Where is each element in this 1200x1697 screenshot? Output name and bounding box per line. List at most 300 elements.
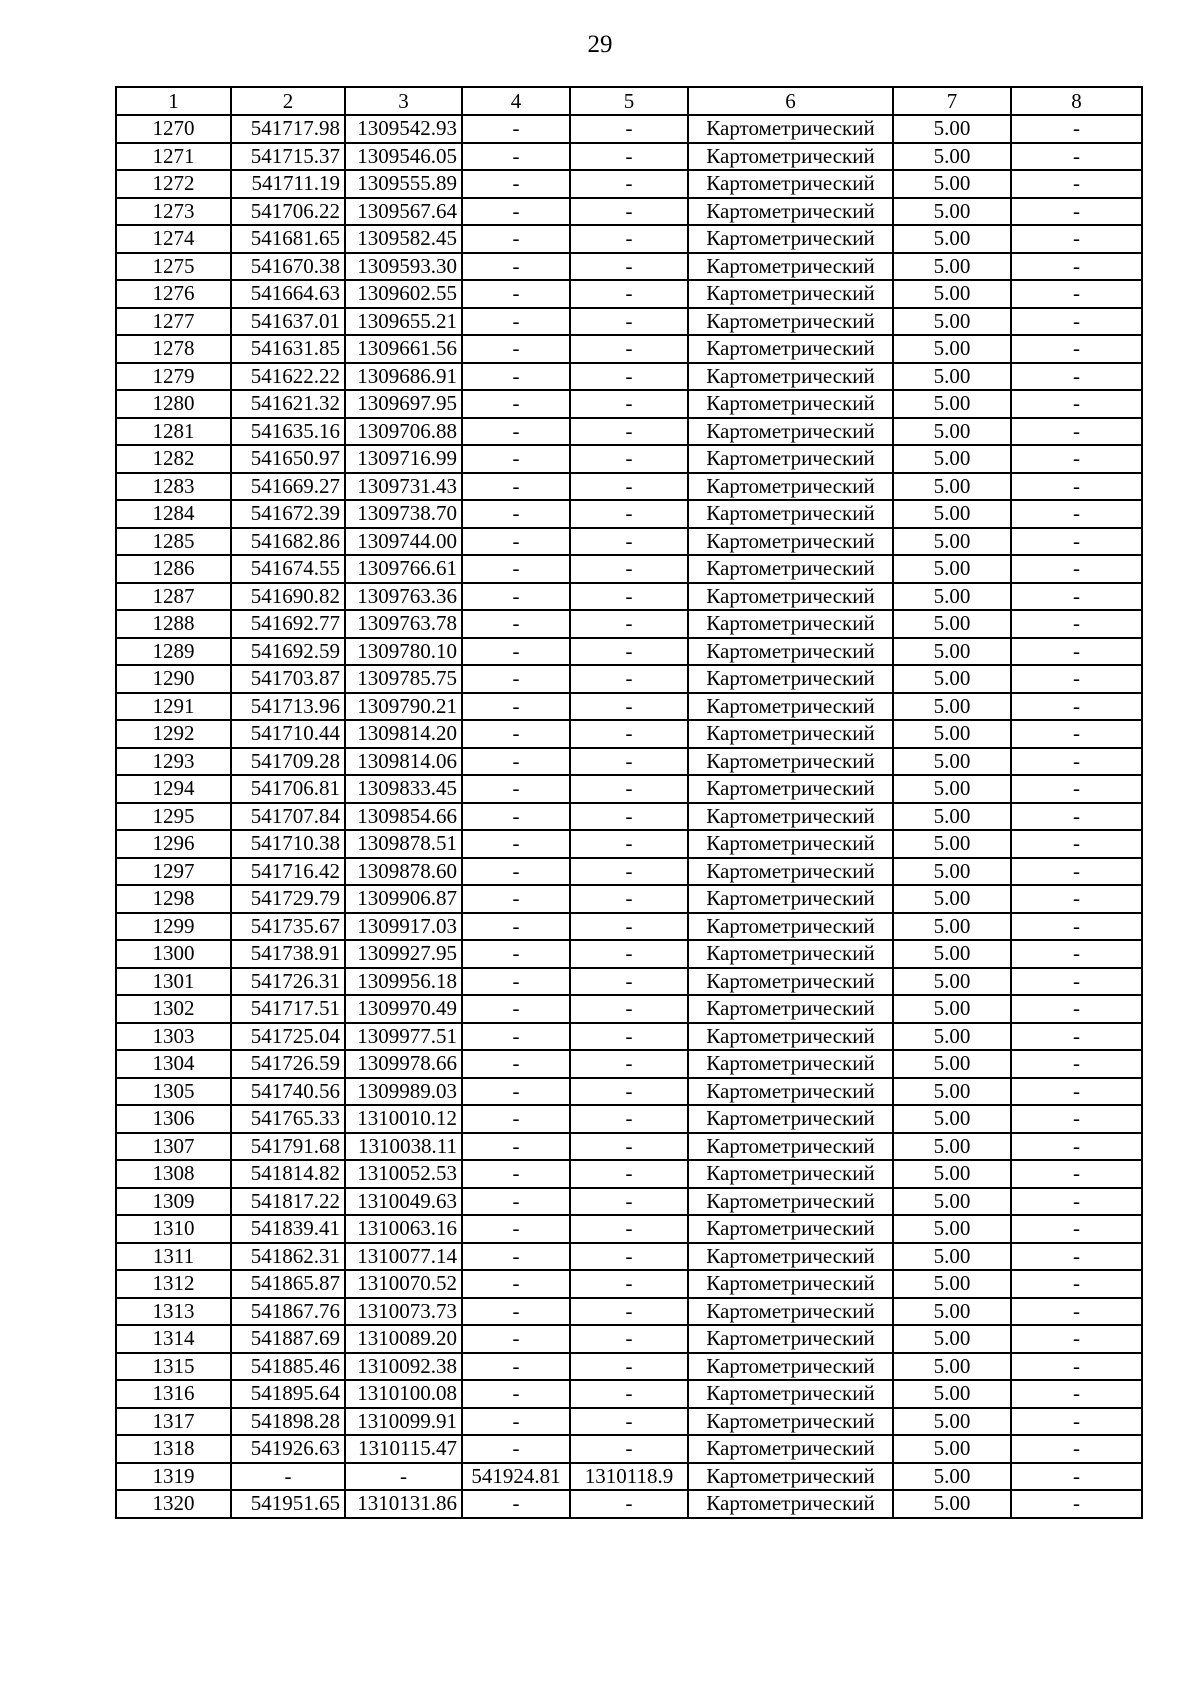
table-cell-note: - xyxy=(1011,638,1142,666)
table-cell-note: - xyxy=(1011,913,1142,941)
table-cell-y-coordinate-alt: - xyxy=(570,665,688,693)
table-cell-point-number: 1292 xyxy=(116,720,231,748)
table-cell-x-coordinate-alt: - xyxy=(462,1353,570,1381)
table-cell-accuracy: 5.00 xyxy=(893,1188,1011,1216)
table-cell-x-coordinate-alt: - xyxy=(462,1298,570,1326)
table-cell-point-number: 1305 xyxy=(116,1078,231,1106)
table-cell-y-coordinate: 1309655.21 xyxy=(345,308,462,336)
table-row xyxy=(116,500,1142,528)
table-row xyxy=(116,583,1142,611)
table-cell-accuracy: 5.00 xyxy=(893,1215,1011,1243)
table-cell-point-number: 1294 xyxy=(116,775,231,803)
table-cell-x-coordinate-alt: - xyxy=(462,1050,570,1078)
table-cell-accuracy: 5.00 xyxy=(893,775,1011,803)
table-cell-method: Картометрический xyxy=(688,1435,893,1463)
table-cell-accuracy: 5.00 xyxy=(893,1380,1011,1408)
table-cell-y-coordinate-alt: - xyxy=(570,253,688,281)
table-cell-accuracy: 5.00 xyxy=(893,280,1011,308)
column-header-5: 5 xyxy=(570,87,688,115)
table-cell-y-coordinate-alt: - xyxy=(570,1298,688,1326)
table-cell-x-coordinate: 541703.87 xyxy=(231,665,345,693)
table-cell-method: Картометрический xyxy=(688,583,893,611)
table-cell-note: - xyxy=(1011,1463,1142,1491)
table-cell-accuracy: 5.00 xyxy=(893,528,1011,556)
table-cell-point-number: 1296 xyxy=(116,830,231,858)
table-row xyxy=(116,1408,1142,1436)
table-cell-accuracy: 5.00 xyxy=(893,1325,1011,1353)
column-header-2: 2 xyxy=(231,87,345,115)
table-cell-point-number: 1308 xyxy=(116,1160,231,1188)
table-row xyxy=(116,638,1142,666)
table-cell-note: - xyxy=(1011,1380,1142,1408)
table-cell-method: Картометрический xyxy=(688,775,893,803)
table-cell-y-coordinate: 1309602.55 xyxy=(345,280,462,308)
table-cell-x-coordinate: 541885.46 xyxy=(231,1353,345,1381)
table-cell-x-coordinate: 541716.42 xyxy=(231,858,345,886)
table-cell-x-coordinate: 541814.82 xyxy=(231,1160,345,1188)
table-cell-y-coordinate: 1310052.53 xyxy=(345,1160,462,1188)
table-cell-point-number: 1300 xyxy=(116,940,231,968)
table-cell-accuracy: 5.00 xyxy=(893,418,1011,446)
table-cell-y-coordinate: 1310100.08 xyxy=(345,1380,462,1408)
table-cell-x-coordinate-alt: - xyxy=(462,253,570,281)
table-cell-y-coordinate: 1309989.03 xyxy=(345,1078,462,1106)
table-cell-accuracy: 5.00 xyxy=(893,610,1011,638)
table-cell-point-number: 1313 xyxy=(116,1298,231,1326)
table-cell-method: Картометрический xyxy=(688,363,893,391)
table-cell-method: Картометрический xyxy=(688,858,893,886)
table-cell-y-coordinate: 1309785.75 xyxy=(345,665,462,693)
table-cell-accuracy: 5.00 xyxy=(893,308,1011,336)
table-cell-point-number: 1319 xyxy=(116,1463,231,1491)
table-row xyxy=(116,1023,1142,1051)
table-cell-x-coordinate-alt: - xyxy=(462,528,570,556)
table-cell-x-coordinate-alt: - xyxy=(462,335,570,363)
table-cell-note: - xyxy=(1011,885,1142,913)
table-cell-method: Картометрический xyxy=(688,830,893,858)
table-row xyxy=(116,308,1142,336)
table-cell-y-coordinate: 1310010.12 xyxy=(345,1105,462,1133)
table-cell-accuracy: 5.00 xyxy=(893,858,1011,886)
table-row xyxy=(116,1243,1142,1271)
table-cell-method: Картометрический xyxy=(688,1078,893,1106)
table-row xyxy=(116,1188,1142,1216)
table-cell-method: Картометрический xyxy=(688,1188,893,1216)
table-cell-note: - xyxy=(1011,115,1142,143)
table-cell-note: - xyxy=(1011,995,1142,1023)
table-cell-y-coordinate: - xyxy=(345,1463,462,1491)
table-cell-x-coordinate: 541926.63 xyxy=(231,1435,345,1463)
table-cell-note: - xyxy=(1011,830,1142,858)
table-cell-x-coordinate: 541726.31 xyxy=(231,968,345,996)
table-cell-point-number: 1278 xyxy=(116,335,231,363)
table-cell-note: - xyxy=(1011,1050,1142,1078)
table-cell-y-coordinate: 1310131.86 xyxy=(345,1490,462,1518)
table-cell-x-coordinate-alt: - xyxy=(462,418,570,446)
table-cell-method: Картометрический xyxy=(688,1023,893,1051)
table-cell-method: Картометрический xyxy=(688,500,893,528)
table-cell-note: - xyxy=(1011,170,1142,198)
table-cell-x-coordinate-alt: - xyxy=(462,638,570,666)
table-cell-x-coordinate: 541710.44 xyxy=(231,720,345,748)
table-cell-accuracy: 5.00 xyxy=(893,803,1011,831)
table-cell-x-coordinate-alt: - xyxy=(462,610,570,638)
table-row xyxy=(116,1325,1142,1353)
table-cell-method: Картометрический xyxy=(688,913,893,941)
table-row xyxy=(116,143,1142,171)
table-cell-accuracy: 5.00 xyxy=(893,1243,1011,1271)
table-cell-x-coordinate: 541635.16 xyxy=(231,418,345,446)
table-cell-x-coordinate-alt: 541924.81 xyxy=(462,1463,570,1491)
table-cell-x-coordinate: 541717.98 xyxy=(231,115,345,143)
table-cell-x-coordinate-alt: - xyxy=(462,1270,570,1298)
table-cell-accuracy: 5.00 xyxy=(893,473,1011,501)
table-cell-note: - xyxy=(1011,1353,1142,1381)
table-cell-y-coordinate: 1309970.49 xyxy=(345,995,462,1023)
table-cell-y-coordinate-alt: - xyxy=(570,1243,688,1271)
table-cell-y-coordinate: 1309977.51 xyxy=(345,1023,462,1051)
table-row xyxy=(116,720,1142,748)
column-header-4: 4 xyxy=(462,87,570,115)
table-cell-note: - xyxy=(1011,143,1142,171)
table-cell-x-coordinate: 541765.33 xyxy=(231,1105,345,1133)
table-cell-x-coordinate-alt: - xyxy=(462,1078,570,1106)
table-cell-y-coordinate-alt: - xyxy=(570,335,688,363)
table-cell-note: - xyxy=(1011,1188,1142,1216)
table-cell-y-coordinate: 1309878.60 xyxy=(345,858,462,886)
table-cell-y-coordinate-alt: - xyxy=(570,1408,688,1436)
table-cell-y-coordinate-alt: - xyxy=(570,940,688,968)
table-row xyxy=(116,335,1142,363)
table-cell-x-coordinate: 541862.31 xyxy=(231,1243,345,1271)
table-cell-y-coordinate: 1309906.87 xyxy=(345,885,462,913)
table-cell-point-number: 1318 xyxy=(116,1435,231,1463)
table-row xyxy=(116,170,1142,198)
table-cell-y-coordinate-alt: - xyxy=(570,583,688,611)
table-cell-method: Картометрический xyxy=(688,748,893,776)
table-cell-y-coordinate-alt: - xyxy=(570,720,688,748)
table-cell-x-coordinate-alt: - xyxy=(462,693,570,721)
table-cell-y-coordinate: 1309744.00 xyxy=(345,528,462,556)
table-cell-accuracy: 5.00 xyxy=(893,720,1011,748)
table-row xyxy=(116,1463,1142,1491)
table-cell-x-coordinate-alt: - xyxy=(462,968,570,996)
table-cell-note: - xyxy=(1011,748,1142,776)
table-cell-accuracy: 5.00 xyxy=(893,115,1011,143)
table-cell-y-coordinate: 1309854.66 xyxy=(345,803,462,831)
table-cell-x-coordinate: 541664.63 xyxy=(231,280,345,308)
table-cell-accuracy: 5.00 xyxy=(893,500,1011,528)
table-cell-method: Картометрический xyxy=(688,1298,893,1326)
table-row xyxy=(116,665,1142,693)
table-cell-x-coordinate-alt: - xyxy=(462,1160,570,1188)
table-cell-point-number: 1271 xyxy=(116,143,231,171)
table-cell-method: Картометрический xyxy=(688,1353,893,1381)
table-cell-point-number: 1291 xyxy=(116,693,231,721)
table-row xyxy=(116,1215,1142,1243)
table-cell-point-number: 1311 xyxy=(116,1243,231,1271)
column-header-3: 3 xyxy=(345,87,462,115)
table-cell-method: Картометрический xyxy=(688,280,893,308)
table-cell-note: - xyxy=(1011,473,1142,501)
table-cell-x-coordinate-alt: - xyxy=(462,665,570,693)
coordinates-table xyxy=(115,86,1143,1519)
table-cell-accuracy: 5.00 xyxy=(893,885,1011,913)
table-cell-method: Картометрический xyxy=(688,885,893,913)
table-cell-point-number: 1287 xyxy=(116,583,231,611)
table-cell-method: Картометрический xyxy=(688,720,893,748)
table-cell-x-coordinate: 541706.22 xyxy=(231,198,345,226)
table-cell-x-coordinate-alt: - xyxy=(462,995,570,1023)
table-cell-x-coordinate-alt: - xyxy=(462,390,570,418)
table-cell-method: Картометрический xyxy=(688,1243,893,1271)
table-cell-x-coordinate: 541669.27 xyxy=(231,473,345,501)
table-row xyxy=(116,115,1142,143)
table-cell-method: Картометрический xyxy=(688,308,893,336)
table-cell-method: Картометрический xyxy=(688,995,893,1023)
table-cell-note: - xyxy=(1011,500,1142,528)
table-cell-x-coordinate: 541692.77 xyxy=(231,610,345,638)
table-cell-y-coordinate: 1309814.20 xyxy=(345,720,462,748)
table-cell-note: - xyxy=(1011,1023,1142,1051)
table-row xyxy=(116,363,1142,391)
table-cell-method: Картометрический xyxy=(688,1270,893,1298)
table-cell-x-coordinate-alt: - xyxy=(462,830,570,858)
table-row xyxy=(116,1078,1142,1106)
table-cell-point-number: 1298 xyxy=(116,885,231,913)
table-cell-x-coordinate: 541706.81 xyxy=(231,775,345,803)
table-cell-y-coordinate: 1309661.56 xyxy=(345,335,462,363)
table-cell-accuracy: 5.00 xyxy=(893,555,1011,583)
table-cell-y-coordinate: 1309542.93 xyxy=(345,115,462,143)
table-cell-point-number: 1270 xyxy=(116,115,231,143)
table-cell-y-coordinate-alt: - xyxy=(570,1078,688,1106)
table-cell-accuracy: 5.00 xyxy=(893,335,1011,363)
table-cell-y-coordinate-alt: - xyxy=(570,775,688,803)
table-cell-point-number: 1285 xyxy=(116,528,231,556)
table-cell-y-coordinate-alt: - xyxy=(570,748,688,776)
table-cell-y-coordinate: 1310115.47 xyxy=(345,1435,462,1463)
table-cell-method: Картометрический xyxy=(688,170,893,198)
table-cell-x-coordinate-alt: - xyxy=(462,720,570,748)
table-cell-x-coordinate: 541839.41 xyxy=(231,1215,345,1243)
table-cell-accuracy: 5.00 xyxy=(893,1463,1011,1491)
table-cell-y-coordinate-alt: - xyxy=(570,1215,688,1243)
table-cell-accuracy: 5.00 xyxy=(893,1353,1011,1381)
table-cell-accuracy: 5.00 xyxy=(893,445,1011,473)
table-cell-point-number: 1272 xyxy=(116,170,231,198)
table-cell-method: Картометрический xyxy=(688,143,893,171)
table-cell-note: - xyxy=(1011,803,1142,831)
table-cell-point-number: 1275 xyxy=(116,253,231,281)
table-cell-note: - xyxy=(1011,1105,1142,1133)
table-cell-x-coordinate-alt: - xyxy=(462,1023,570,1051)
table-cell-y-coordinate-alt: - xyxy=(570,693,688,721)
table-cell-accuracy: 5.00 xyxy=(893,968,1011,996)
table-cell-y-coordinate-alt: - xyxy=(570,445,688,473)
table-cell-method: Картометрический xyxy=(688,1105,893,1133)
table-cell-x-coordinate-alt: - xyxy=(462,1490,570,1518)
table-row xyxy=(116,390,1142,418)
table-cell-x-coordinate: 541895.64 xyxy=(231,1380,345,1408)
table-cell-method: Картометрический xyxy=(688,1380,893,1408)
table-cell-point-number: 1289 xyxy=(116,638,231,666)
table-cell-y-coordinate: 1309780.10 xyxy=(345,638,462,666)
table-cell-point-number: 1283 xyxy=(116,473,231,501)
table-cell-y-coordinate-alt: - xyxy=(570,1353,688,1381)
table-cell-note: - xyxy=(1011,445,1142,473)
table-cell-point-number: 1284 xyxy=(116,500,231,528)
table-cell-y-coordinate: 1309814.06 xyxy=(345,748,462,776)
table-cell-y-coordinate-alt: - xyxy=(570,115,688,143)
table-cell-note: - xyxy=(1011,610,1142,638)
table-cell-x-coordinate-alt: - xyxy=(462,1435,570,1463)
table-cell-x-coordinate: 541674.55 xyxy=(231,555,345,583)
table-cell-x-coordinate: 541682.86 xyxy=(231,528,345,556)
table-cell-y-coordinate-alt: - xyxy=(570,1023,688,1051)
table-cell-x-coordinate: 541867.76 xyxy=(231,1298,345,1326)
table-cell-point-number: 1274 xyxy=(116,225,231,253)
table-cell-y-coordinate: 1309593.30 xyxy=(345,253,462,281)
table-cell-x-coordinate: 541709.28 xyxy=(231,748,345,776)
table-cell-y-coordinate: 1309978.66 xyxy=(345,1050,462,1078)
table-cell-x-coordinate: 541898.28 xyxy=(231,1408,345,1436)
table-cell-point-number: 1290 xyxy=(116,665,231,693)
table-cell-x-coordinate: 541817.22 xyxy=(231,1188,345,1216)
table-cell-x-coordinate-alt: - xyxy=(462,1325,570,1353)
table-cell-method: Картометрический xyxy=(688,665,893,693)
table-cell-x-coordinate-alt: - xyxy=(462,170,570,198)
table-cell-note: - xyxy=(1011,335,1142,363)
table-cell-accuracy: 5.00 xyxy=(893,913,1011,941)
table-cell-y-coordinate: 1310038.11 xyxy=(345,1133,462,1161)
table-cell-accuracy: 5.00 xyxy=(893,1435,1011,1463)
table-row xyxy=(116,528,1142,556)
table-cell-x-coordinate-alt: - xyxy=(462,803,570,831)
table-cell-x-coordinate: 541865.87 xyxy=(231,1270,345,1298)
table-cell-point-number: 1282 xyxy=(116,445,231,473)
table-cell-x-coordinate: 541725.04 xyxy=(231,1023,345,1051)
table-cell-accuracy: 5.00 xyxy=(893,1050,1011,1078)
table-cell-method: Картометрический xyxy=(688,555,893,583)
table-cell-note: - xyxy=(1011,225,1142,253)
table-row xyxy=(116,610,1142,638)
table-cell-y-coordinate-alt: - xyxy=(570,308,688,336)
table-cell-y-coordinate: 1309878.51 xyxy=(345,830,462,858)
table-cell-y-coordinate: 1309582.45 xyxy=(345,225,462,253)
table-row xyxy=(116,1133,1142,1161)
table-cell-method: Картометрический xyxy=(688,1408,893,1436)
table-cell-x-coordinate: 541681.65 xyxy=(231,225,345,253)
table-cell-point-number: 1302 xyxy=(116,995,231,1023)
table-cell-accuracy: 5.00 xyxy=(893,583,1011,611)
table-cell-y-coordinate-alt: - xyxy=(570,1133,688,1161)
table-cell-y-coordinate: 1309738.70 xyxy=(345,500,462,528)
table-cell-x-coordinate: 541631.85 xyxy=(231,335,345,363)
table-cell-note: - xyxy=(1011,280,1142,308)
table-cell-x-coordinate-alt: - xyxy=(462,1188,570,1216)
table-cell-y-coordinate: 1310070.52 xyxy=(345,1270,462,1298)
table-cell-y-coordinate-alt: - xyxy=(570,500,688,528)
table-cell-note: - xyxy=(1011,775,1142,803)
table-cell-x-coordinate: 541637.01 xyxy=(231,308,345,336)
table-cell-y-coordinate-alt: - xyxy=(570,555,688,583)
table-cell-point-number: 1314 xyxy=(116,1325,231,1353)
table-cell-x-coordinate: 541791.68 xyxy=(231,1133,345,1161)
table-cell-accuracy: 5.00 xyxy=(893,170,1011,198)
table-cell-y-coordinate: 1309917.03 xyxy=(345,913,462,941)
table-cell-y-coordinate-alt: - xyxy=(570,1435,688,1463)
table-row xyxy=(116,830,1142,858)
table-row xyxy=(116,1298,1142,1326)
table-cell-accuracy: 5.00 xyxy=(893,1105,1011,1133)
table-cell-y-coordinate-alt: - xyxy=(570,225,688,253)
table-cell-point-number: 1297 xyxy=(116,858,231,886)
table-cell-y-coordinate-alt: - xyxy=(570,473,688,501)
table-row xyxy=(116,913,1142,941)
table-cell-note: - xyxy=(1011,720,1142,748)
table-cell-note: - xyxy=(1011,1078,1142,1106)
table-cell-note: - xyxy=(1011,940,1142,968)
table-cell-point-number: 1320 xyxy=(116,1490,231,1518)
table-cell-y-coordinate-alt: - xyxy=(570,1188,688,1216)
table-cell-y-coordinate-alt: - xyxy=(570,1160,688,1188)
table-cell-accuracy: 5.00 xyxy=(893,1078,1011,1106)
table-cell-x-coordinate-alt: - xyxy=(462,473,570,501)
table-row xyxy=(116,885,1142,913)
table-cell-point-number: 1279 xyxy=(116,363,231,391)
table-cell-point-number: 1317 xyxy=(116,1408,231,1436)
table-cell-y-coordinate: 1310092.38 xyxy=(345,1353,462,1381)
table-cell-accuracy: 5.00 xyxy=(893,253,1011,281)
table-cell-y-coordinate-alt: - xyxy=(570,885,688,913)
table-cell-accuracy: 5.00 xyxy=(893,748,1011,776)
table-cell-x-coordinate: 541735.67 xyxy=(231,913,345,941)
table-cell-y-coordinate: 1309706.88 xyxy=(345,418,462,446)
table-cell-point-number: 1288 xyxy=(116,610,231,638)
table-cell-x-coordinate: 541710.38 xyxy=(231,830,345,858)
table-cell-method: Картометрический xyxy=(688,198,893,226)
table-cell-x-coordinate-alt: - xyxy=(462,775,570,803)
column-header-8: 8 xyxy=(1011,87,1142,115)
table-cell-method: Картометрический xyxy=(688,335,893,363)
table-cell-y-coordinate-alt: - xyxy=(570,968,688,996)
table-cell-y-coordinate-alt: - xyxy=(570,143,688,171)
table-cell-x-coordinate-alt: - xyxy=(462,445,570,473)
table-cell-point-number: 1306 xyxy=(116,1105,231,1133)
table-cell-y-coordinate: 1309567.64 xyxy=(345,198,462,226)
table-cell-method: Картометрический xyxy=(688,803,893,831)
table-cell-note: - xyxy=(1011,1160,1142,1188)
table-cell-x-coordinate-alt: - xyxy=(462,115,570,143)
table-cell-point-number: 1309 xyxy=(116,1188,231,1216)
table-cell-note: - xyxy=(1011,858,1142,886)
table-cell-x-coordinate: 541672.39 xyxy=(231,500,345,528)
table-row xyxy=(116,1160,1142,1188)
table-row xyxy=(116,968,1142,996)
table-cell-note: - xyxy=(1011,968,1142,996)
table-cell-point-number: 1307 xyxy=(116,1133,231,1161)
table-cell-note: - xyxy=(1011,1243,1142,1271)
table-cell-y-coordinate-alt: - xyxy=(570,830,688,858)
table-cell-y-coordinate-alt: - xyxy=(570,1325,688,1353)
table-cell-x-coordinate-alt: - xyxy=(462,500,570,528)
table-cell-x-coordinate: 541692.59 xyxy=(231,638,345,666)
table-cell-x-coordinate-alt: - xyxy=(462,858,570,886)
table-cell-x-coordinate-alt: - xyxy=(462,940,570,968)
table-cell-method: Картометрический xyxy=(688,1215,893,1243)
table-row xyxy=(116,1105,1142,1133)
